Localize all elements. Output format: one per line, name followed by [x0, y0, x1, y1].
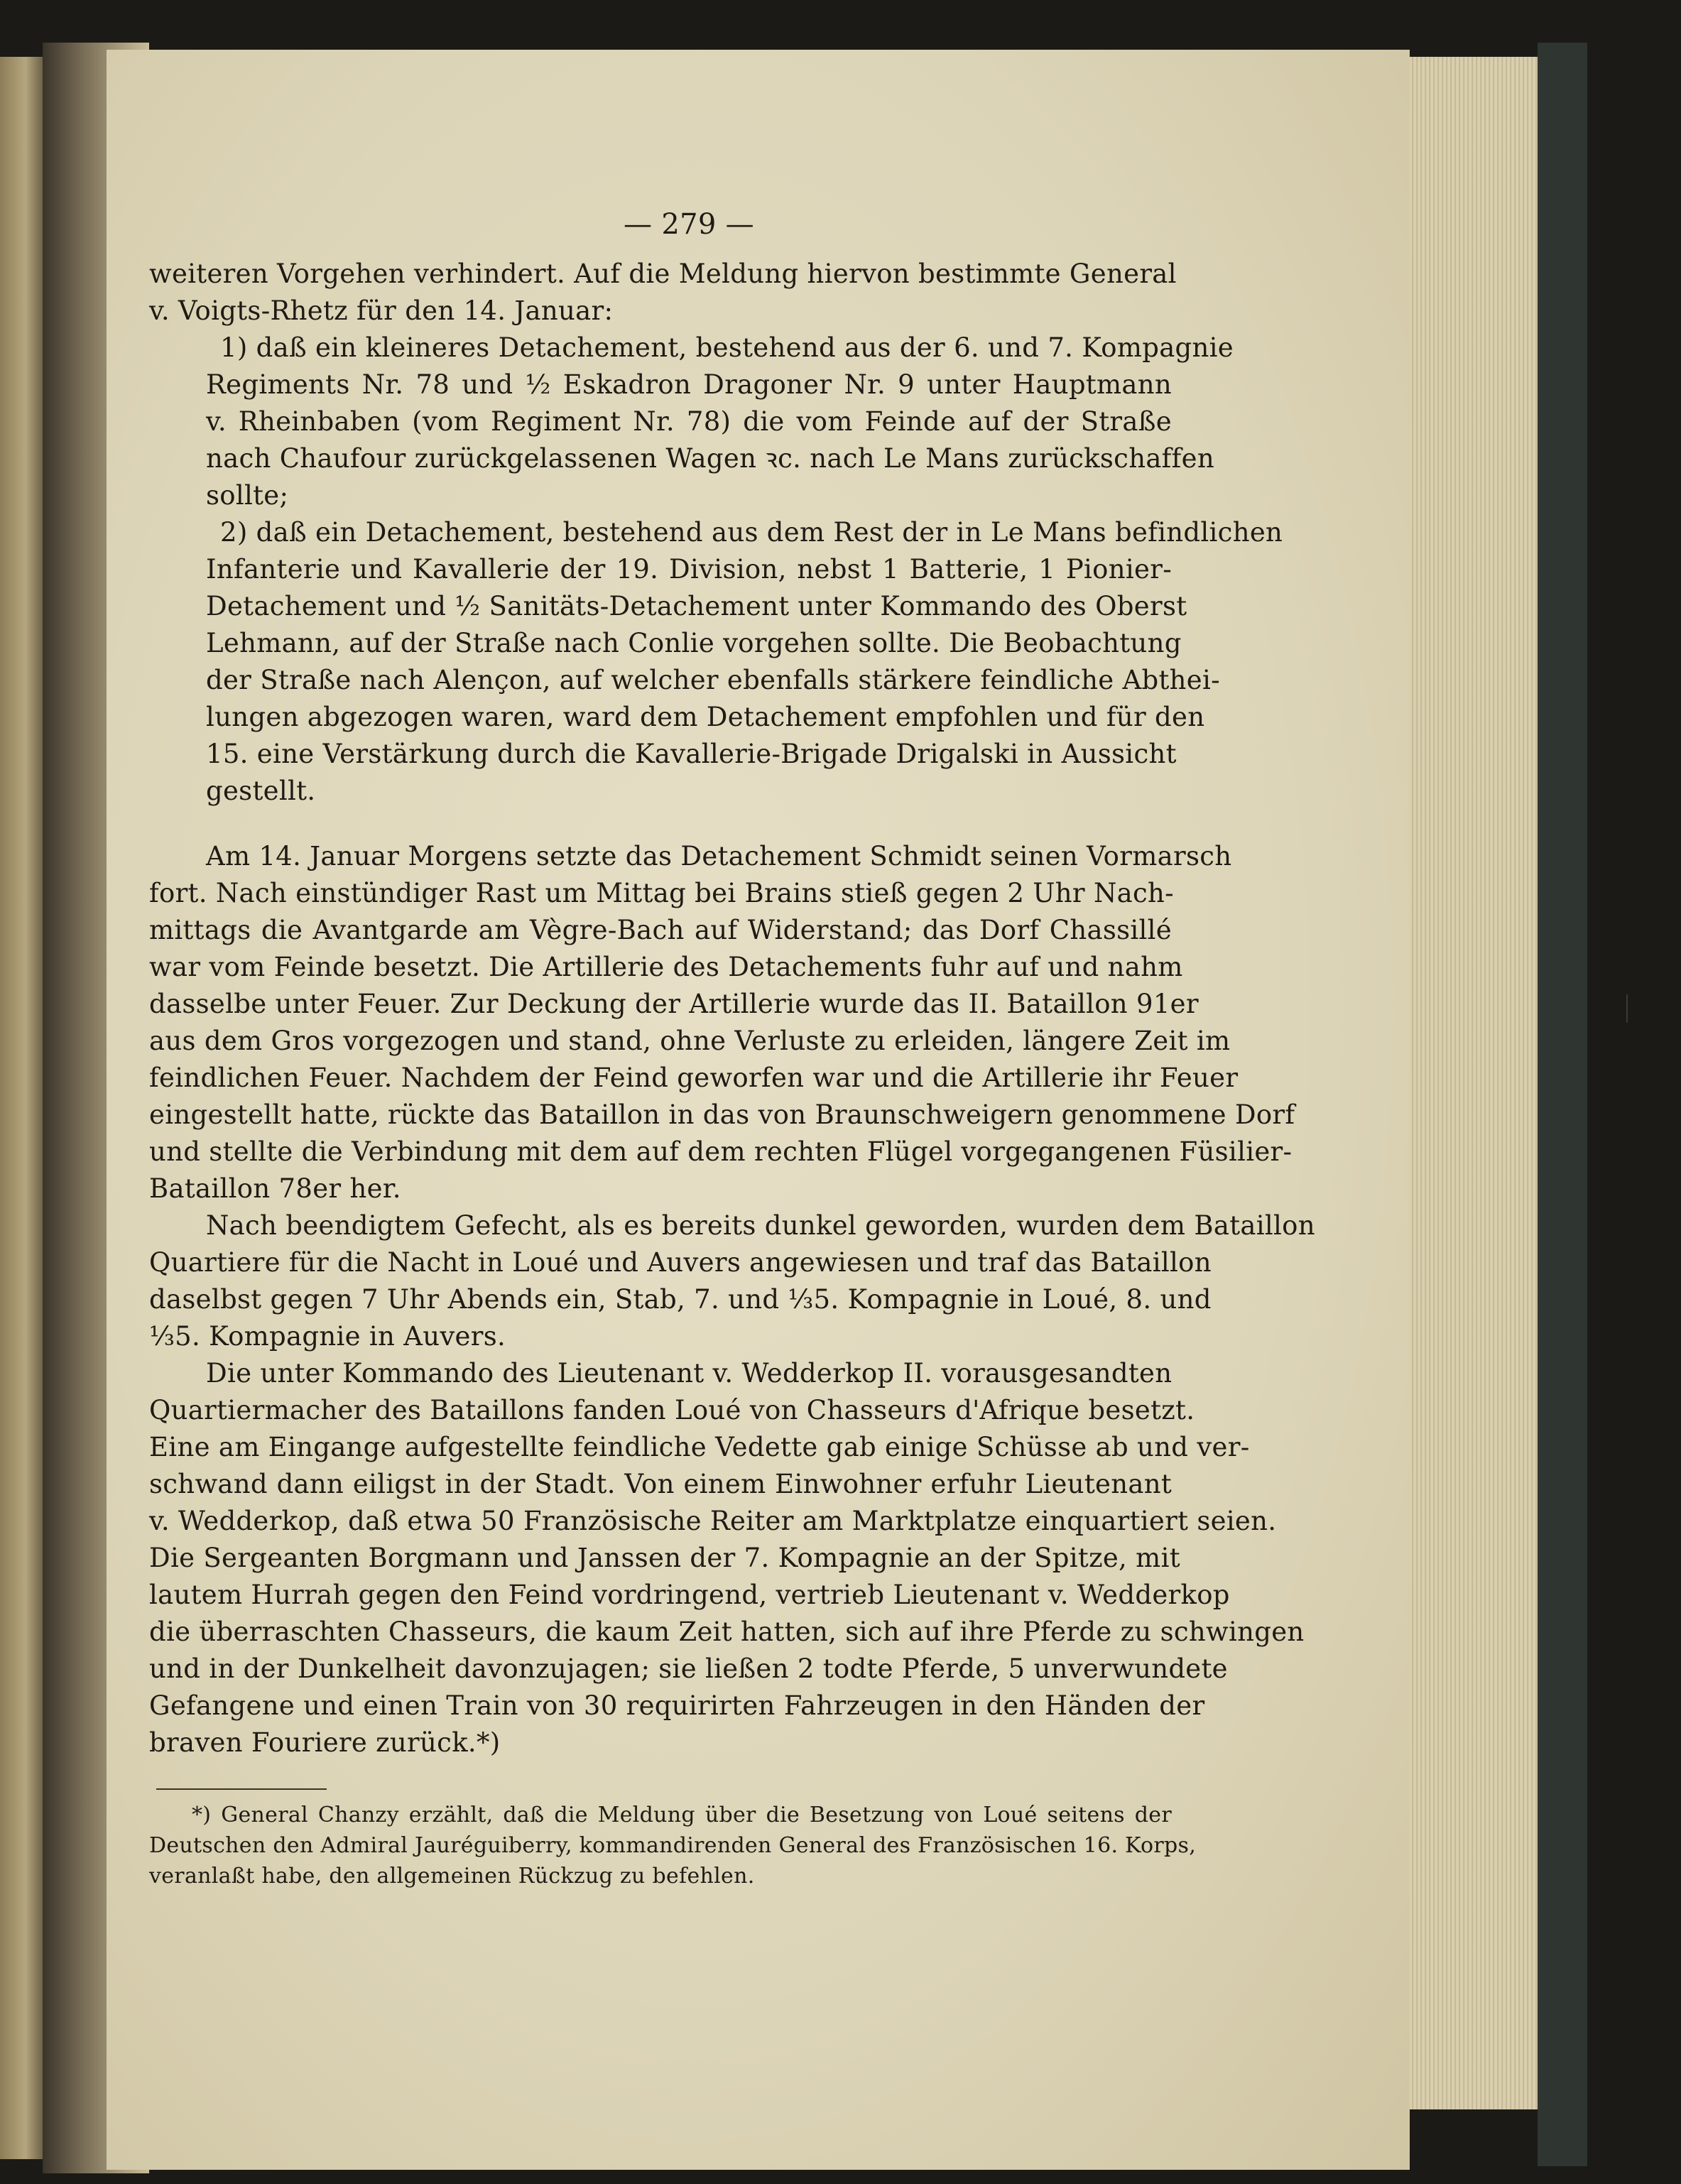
- text-line: veranlaßt habe, den allgemeinen Rückzug zu befehlen.: [149, 1864, 755, 1889]
- section-gap: [149, 810, 1172, 838]
- text-line: ⅓5. Kompagnie in Auvers.: [149, 1321, 506, 1352]
- text-line: und stellte die Verbindung mit dem auf dem rechten Flügel vorgegangenen Füsilier-: [149, 1136, 1293, 1167]
- text-line: Gefangene und einen Train von 30 requirirten Fahrzeugen in den Händen der: [149, 1690, 1205, 1721]
- text-line: lungen abgezogen waren, ward dem Detachement empfohlen und für den: [206, 702, 1205, 732]
- text-line: 2) daß ein Detachement, bestehend aus dem Rest der in Le Mans befindlichen: [220, 517, 1283, 548]
- text-line: gestellt.: [206, 776, 316, 806]
- text-line: *) General Chanzy erzählt, daß die Meldung über die Besetzung von Loué seitens der: [192, 1803, 1172, 1827]
- text-line: Quartiermacher des Bataillons fanden Loué von Chasseurs d'Afrique besetzt.: [149, 1395, 1195, 1425]
- paragraph-1: [149, 838, 1295, 1207]
- page-text: [149, 206, 1315, 1891]
- text-line: Deutschen den Admiral Jauréguiberry, kommandirenden General des Französischen 16. Korps,: [149, 1833, 1197, 1858]
- text-line: schwand dann eiligst in der Stadt. Von einem Einwohner erfuhr Lieutenant: [149, 1469, 1172, 1499]
- text-line: weiteren Vorgehen verhindert. Auf die Meldung hiervon bestimmte General: [149, 259, 1177, 289]
- text-line: 1) daß ein kleineres Detachement, bestehend aus der 6. und 7. Kompagnie: [220, 332, 1234, 363]
- page-number: — 279 —: [624, 208, 754, 241]
- book-cover-edge: [1538, 43, 1587, 2166]
- paragraph-2: [149, 1207, 1315, 1355]
- text-line: Eine am Eingange aufgestellte feindliche Vedette gab einige Schüsse ab und ver-: [149, 1432, 1250, 1462]
- text-line: mittags die Avantgarde am Vègre-Bach auf Widerstand; das Dorf Chassillé: [149, 915, 1172, 945]
- list-item-1: [149, 330, 1234, 514]
- text-line: Detachement und ½ Sanitäts-Detachement unter Kommando des Oberst: [206, 591, 1187, 621]
- text-line: Infanterie und Kavallerie der 19. Division, nebst 1 Batterie, 1 Pionier-: [206, 554, 1172, 585]
- paragraph-3: [149, 1355, 1305, 1761]
- text-line: Die unter Kommando des Lieutenant v. Wedderkop II. vorausgesandten: [206, 1358, 1173, 1389]
- text-line: sollte;: [206, 480, 289, 511]
- text-line: v. Rheinbaben (vom Regiment Nr. 78) die vom Feinde auf der Straße: [206, 406, 1172, 437]
- list-item-2: [149, 514, 1283, 810]
- text-line: dasselbe unter Feuer. Zur Deckung der Artillerie wurde das II. Bataillon 91er: [149, 989, 1199, 1019]
- text-line: Lehmann, auf der Straße nach Conlie vorgehen sollte. Die Beobachtung: [206, 628, 1182, 658]
- intro-paragraph: [149, 256, 1177, 330]
- text-line: Bataillon 78er her.: [149, 1173, 401, 1204]
- footnote-rule: [156, 1788, 327, 1790]
- margin-mark: [1626, 994, 1628, 1023]
- text-line: eingestellt hatte, rückte das Bataillon in das von Braunschweigern genommene Dorf: [149, 1099, 1295, 1130]
- page-edges: [1410, 57, 1538, 2109]
- text-line: Nach beendigtem Gefecht, als es bereits dunkel geworden, wurden dem Bataillon: [206, 1210, 1315, 1241]
- text-line: und in der Dunkelheit davonzujagen; sie ließen 2 todte Pferde, 5 unverwundete: [149, 1653, 1228, 1684]
- text-line: Die Sergeanten Borgmann und Janssen der 7. Kompagnie an der Spitze, mit: [149, 1543, 1180, 1573]
- text-line: Regiments Nr. 78 und ½ Eskadron Dragoner Nr. 9 unter Hauptmann: [206, 369, 1172, 400]
- text-line: 15. eine Verstärkung durch die Kavallerie-Brigade Drigalski in Aussicht: [206, 739, 1177, 769]
- text-line: der Straße nach Alençon, auf welcher ebenfalls stärkere feindliche Abthei-: [206, 665, 1220, 695]
- text-line: Am 14. Januar Morgens setzte das Detachement Schmidt seinen Vormarsch: [206, 841, 1232, 871]
- text-line: war vom Feinde besetzt. Die Artillerie des Detachements fuhr auf und nahm: [149, 952, 1183, 982]
- text-line: nach Chaufour zurückgelassenen Wagen ꝛc. nach Le Mans zurückschaffen: [206, 443, 1214, 474]
- text-line: lautem Hurrah gegen den Feind vordringend, vertrieb Lieutenant v. Wedderkop: [149, 1580, 1230, 1610]
- text-line: Quartiere für die Nacht in Loué und Auvers angewiesen und traf das Bataillon: [149, 1247, 1212, 1278]
- text-line: v. Voigts-Rhetz für den 14. Januar:: [149, 295, 614, 326]
- text-line: aus dem Gros vorgezogen und stand, ohne Verluste zu erleiden, längere Zeit im: [149, 1026, 1231, 1056]
- text-line: die überraschten Chasseurs, die kaum Zeit hatten, sich auf ihre Pferde zu schwingen: [149, 1617, 1305, 1647]
- footnote: [149, 1800, 1197, 1891]
- text-line: fort. Nach einstündiger Rast um Mittag bei Brains stieß gegen 2 Uhr Nach-: [149, 878, 1174, 908]
- text-line: feindlichen Feuer. Nachdem der Feind geworfen war und die Artillerie ihr Feuer: [149, 1063, 1239, 1093]
- text-line: daselbst gegen 7 Uhr Abends ein, Stab, 7. und ⅓5. Kompagnie in Loué, 8. und: [149, 1284, 1212, 1315]
- text-line: braven Fouriere zurück.*): [149, 1727, 501, 1758]
- text-line: v. Wedderkop, daß etwa 50 Französische Reiter am Marktplatze einquartiert seien.: [149, 1506, 1277, 1536]
- left-page-edge: [0, 57, 43, 2159]
